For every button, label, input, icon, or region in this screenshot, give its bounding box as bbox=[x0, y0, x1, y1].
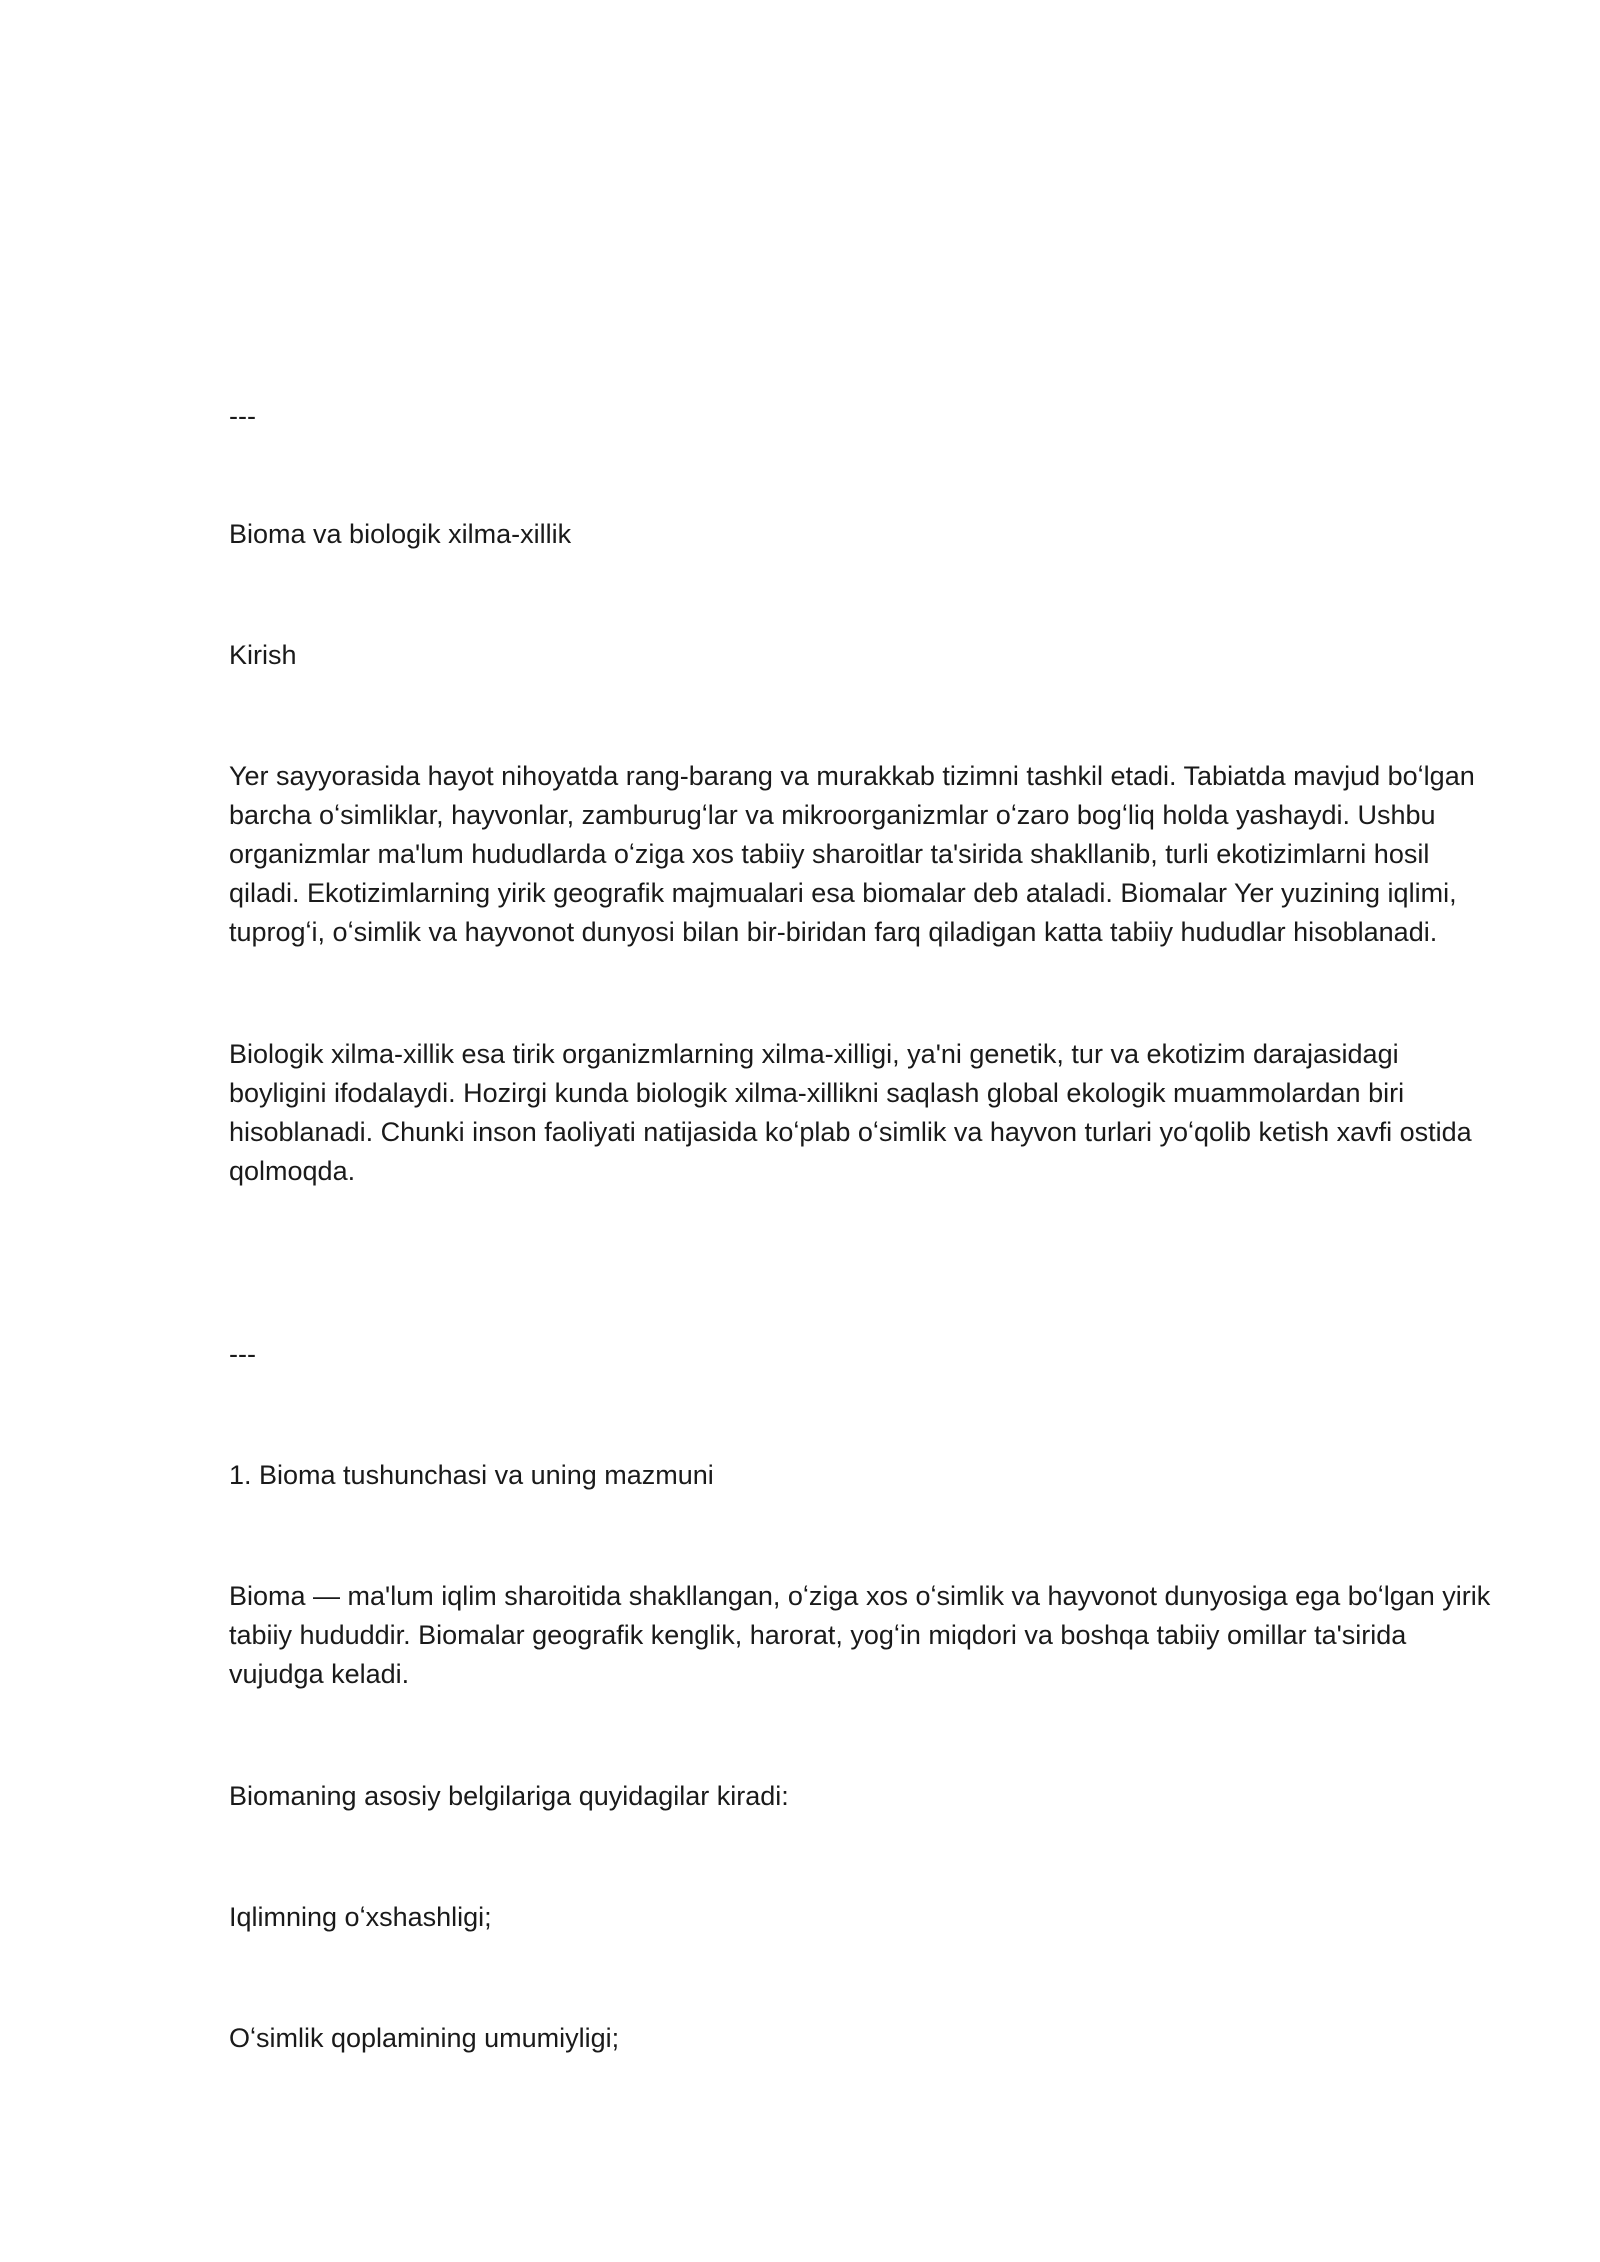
separator-line: --- bbox=[229, 401, 256, 431]
section-1-heading: 1. Bioma tushunchasi va uning mazmuni bbox=[229, 1460, 714, 1490]
intro-paragraph-1: Yer sayyorasida hayot nihoyatda rang-barang va murakkab tizimni tashkil etadi. Tabiatda mavjud boʻlgan barcha oʻsimliklar, hayvonlar, zamburugʻlar va mikroorganizmlar oʻzaro bogʻliq holda yashaydi. Ushbu organizmlar ma'lum hududlarda oʻziga xos tabiiy sharoitlar ta'sirida shakllanib, turli ekotizimlarni hosil qiladi. Ekotizimlarning yirik geografik majmualari esa biomalar deb ataladi. Biomalar Yer yuzining iqlimi, tuprogʻi, oʻsimlik va hayvonot dunyosi bilan bir-biridan farq qiladigan katta tabiiy hududlar hisoblanadi. bbox=[229, 761, 1475, 947]
intro-paragraph-2: Biologik xilma-xillik esa tirik organizmlarning xilma-xilligi, ya'ni genetik, tur va ekotizim darajasidagi boyligini ifodalaydi. Hozirgi kunda biologik xilma-xillikni saqlash global ekologik muammolardan biri hisoblanadi. Chunki inson faoliyati natijasida koʻplab oʻsimlik va hayvon turlari yoʻqolib ketish xavfi ostida qolmoqda. bbox=[229, 1039, 1472, 1186]
section-1-paragraph: Bioma — ma'lum iqlim sharoitida shakllangan, oʻziga xos oʻsimlik va hayvonot dunyosiga ega boʻlgan yirik tabiiy hududdir. Biomalar geografik kenglik, harorat, yogʻin miqdori va boshqa tabiiy omillar ta'sirida vujudga keladi. bbox=[229, 1581, 1491, 1689]
document-title: Bioma va biologik xilma-xillik bbox=[229, 519, 572, 549]
feature-item-2: Oʻsimlik qoplamining umumiyligi; bbox=[229, 2023, 620, 2053]
section-1-lead: Biomaning asosiy belgilariga quyidagilar kiradi: bbox=[229, 1781, 789, 1811]
intro-heading: Kirish bbox=[229, 640, 297, 670]
feature-item-1: Iqlimning oʻxshashligi; bbox=[229, 1902, 492, 1932]
separator-line-2: --- bbox=[229, 1339, 256, 1369]
